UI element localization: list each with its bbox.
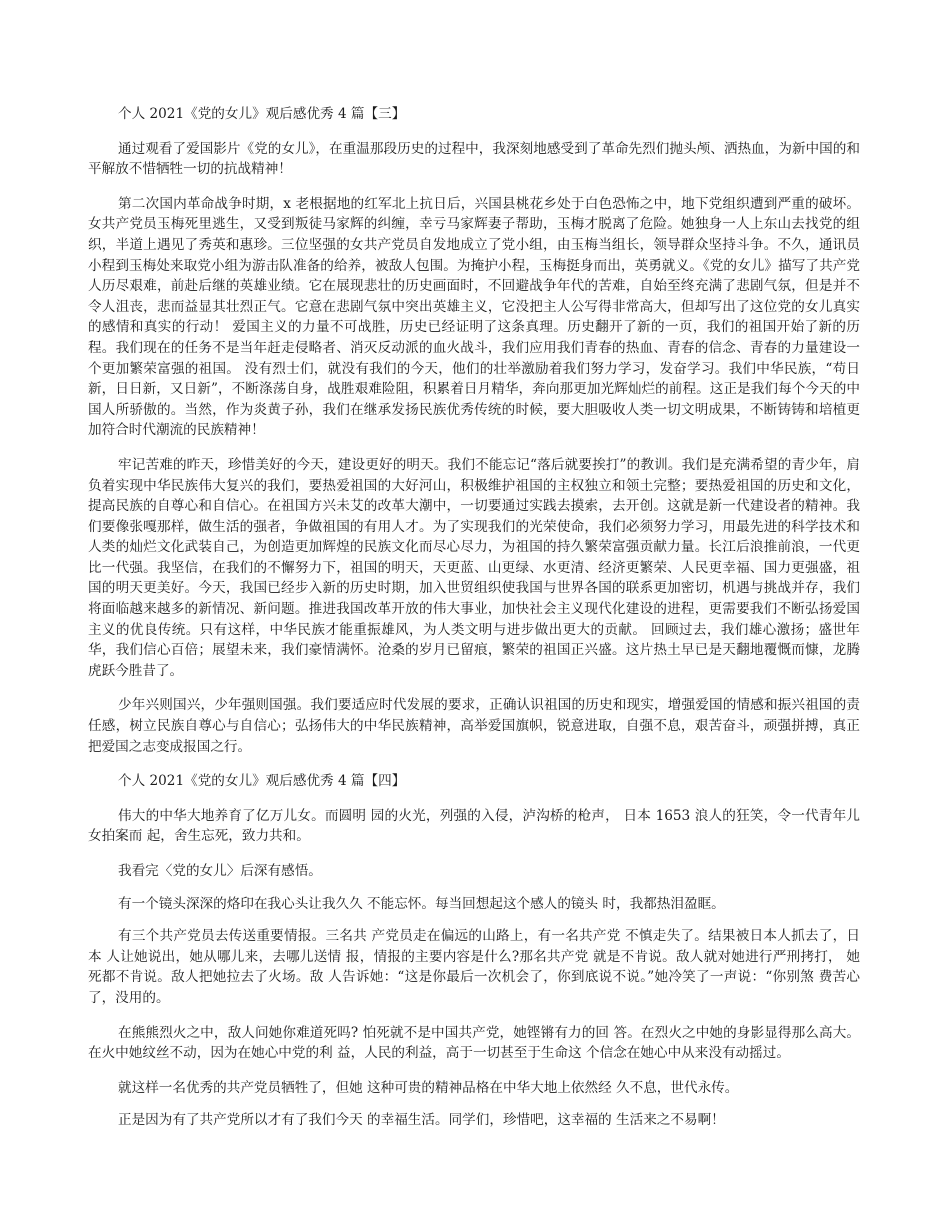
paragraph: 少年兴则国兴，少年强则国强。我们要适应时代发展的要求，正确认识祖国的历史和现实，增强爱国的情感和振兴祖国的责任感，树立民族自尊心与自信心；弘扬伟大的中华民族精神，高举爱国旗帜，锐意进取，自强不息，艰苦奋斗，顽强拼搏，真正把爱国之志变成报国之行。: [88, 697, 860, 755]
paragraph: 有三个共产党员去传送重要情报。三名共 产党员走在偏远的山路上，有一名共产党 不慎走失了。结果被日本人抓去了，日本 人让她说出，她从哪儿来，去哪儿送情 报，情报的主要内容是什么?那名共产党 就是不肯说。敌人就对她进行严刑拷打， 她死都不肯说。敌人把她拉去了火场。敌 人告诉她：“这是你最后一次机会了，你到底说不说。”她冷笑了一声说：“你别煞 费苦心了，没用的。: [88, 928, 860, 1006]
section-heading: 个人 2021《党的女儿》观后感优秀 4 篇【三】: [118, 106, 406, 122]
section-heading: 个人 2021《党的女儿》观后感优秀 4 篇【四】: [118, 773, 406, 790]
document-page: [88, 104, 860, 1145]
paragraph: 第二次国内革命战争时期，x 老根据地的红军北上抗日后，兴国县桃花乡处于白色恐怖之中，地下党组织遭到严重的破坏。女共产党员玉梅死里逃生，又受到叛徒马家辉的纠缠，幸亏马家辉妻子帮助，玉梅才脱离了危险。她独身一人上东山去找党的组织，半道上遇见了秀英和惠珍。三位坚强的女共产党员自发地成立了党小组，由玉梅当组长，领导群众坚持斗争。不久，通讯员小程到玉梅处来取党小组为游击队准备的给养，被敌人包围。为掩护小程，玉梅挺身而出，英勇就义。《党的女儿》描写了共产党人历尽艰难，前赴后继的英雄业绩。它在展现悲壮的历史画面时，不回避战争年代的苦难，自始至终充满了悲剧气氛，但是并不令人沮丧，悲而益显其壮烈正气。它意在悲剧气氛中突出英雄主义，它没把主人公写得非常高大，但却写出了这位党的女儿真实的感情和真实的行动！ 爱国主义的力量不可战胜，历史已经证明了这条真理。历史翻开了新的一页，我们的祖国开始了新的历程。我们现在的任务不是当年赶走侵略者、消灭反动派的血火战斗，我们应用我们青春的热血、青春的信念、青春的力量建设一个更加繁荣富强的祖国。 没有烈士们，就没有我们的今天，他们的壮举激励着我们努力学习，发奋学习。我们中华民族，“苟日新，日日新，又日新”，不断涤荡自身，战胜艰难险阻，积累着日月精华，奔向那更加光辉灿烂的前程。这正是我们每个今天的中国人所骄傲的。当然，作为炎黄子孙，我们在继承发扬民族优秀传统的时候，要大胆吸收人类一切文明成果，不断铸铸和培植更加符合时代潮流的民族精神！: [88, 195, 860, 439]
paragraph: 有一个镜头深深的烙印在我心头让我久久 不能忘怀。每当回想起这个感人的镜头 时，我都热泪盈眶。: [118, 895, 725, 912]
paragraph: 伟大的中华大地养育了亿万儿女。而圆明 园的火光，列强的入侵，泸沟桥的枪声， 日本 1653 浪人的狂笑，令一代青年儿女拍案而 起，舍生忘死，致力共和。: [88, 807, 860, 845]
paragraph: 通过观看了爱国影片《党的女儿》，在重温那段历史的过程中，我深刻地感受到了革命先烈们抛头颅、洒热血，为新中国的和平解放不惜牺牲一切的抗战精神！: [88, 140, 860, 178]
paragraph: 就这样一名优秀的共产党员牺牲了，但她 这种可贵的精神品格在中华大地上依然经 久不息，世代永传。: [118, 1079, 739, 1096]
paragraph: 正是因为有了共产党所以才有了我们今天 的幸福生活。同学们，珍惜吧，这幸福的 生活来之不易啊！: [118, 1112, 725, 1129]
paragraph: 在熊熊烈火之中，敌人问她你难道死吗? 怕死就不是中国共产党，她铿锵有力的回 答。在烈火之中她的身影显得那么高大。 在火中她纹丝不动，因为在她心中党的利 益，人民的利益，高于一切甚至于生命这 个信念在她心中从来没有动摇过。: [88, 1024, 860, 1062]
paragraph: 牢记苦难的昨天，珍惜美好的今天，建设更好的明天。我们不能忘记“落后就要挨打”的教训。我们是充满希望的青少年，肩负着实现中华民族伟大复兴的我们，要热爱祖国的大好河山，积极维护祖国的主权独立和领土完整；要热爱祖国的历史和文化，提高民族的自尊心和自信心。在祖国方兴未艾的改革大潮中，一切要通过实践去摸索，去开创。这就是新一代建设者的精神。我们要像张嘎那样，做生活的强者，争做祖国的有用人才。为了实现我们的光荣使命，我们必须努力学习，用最先进的科学技术和人类的灿烂文化武装自己，为创造更加辉煌的民族文化而尽心尽力，为祖国的持久繁荣富强贡献力量。长江后浪推前浪，一代更比一代强。我坚信，在我们的不懈努力下，祖国的明天，天更蓝、山更绿、水更清、经济更繁荣、人民更幸福、国力更强盛，祖国的明天更美好。今天，我国已经步入新的历史时期，加入世贸组织使我国与世界各国的联系更加密切，机遇与挑战并存，我们将面临越来越多的新情况、新问题。推进我国改革开放的伟大事业，加快社会主义现代化建设的进程，更需要我们不断弘扬爱国主义的优良传统。只有这样，中华民族才能重振雄风，为人类文明与进步做出更大的贡献。 回顾过去，我们雄心激扬；盛世年华，我们信心百倍；展望未来，我们豪情满怀。沧桑的岁月已留痕，繁荣的祖国正兴盛。这片热土早已是天翻地覆慨而慷，龙腾虎跃今胜昔了。: [88, 456, 860, 679]
paragraph: 我看完〈党的女儿〉后深有感悟。: [118, 863, 322, 879]
